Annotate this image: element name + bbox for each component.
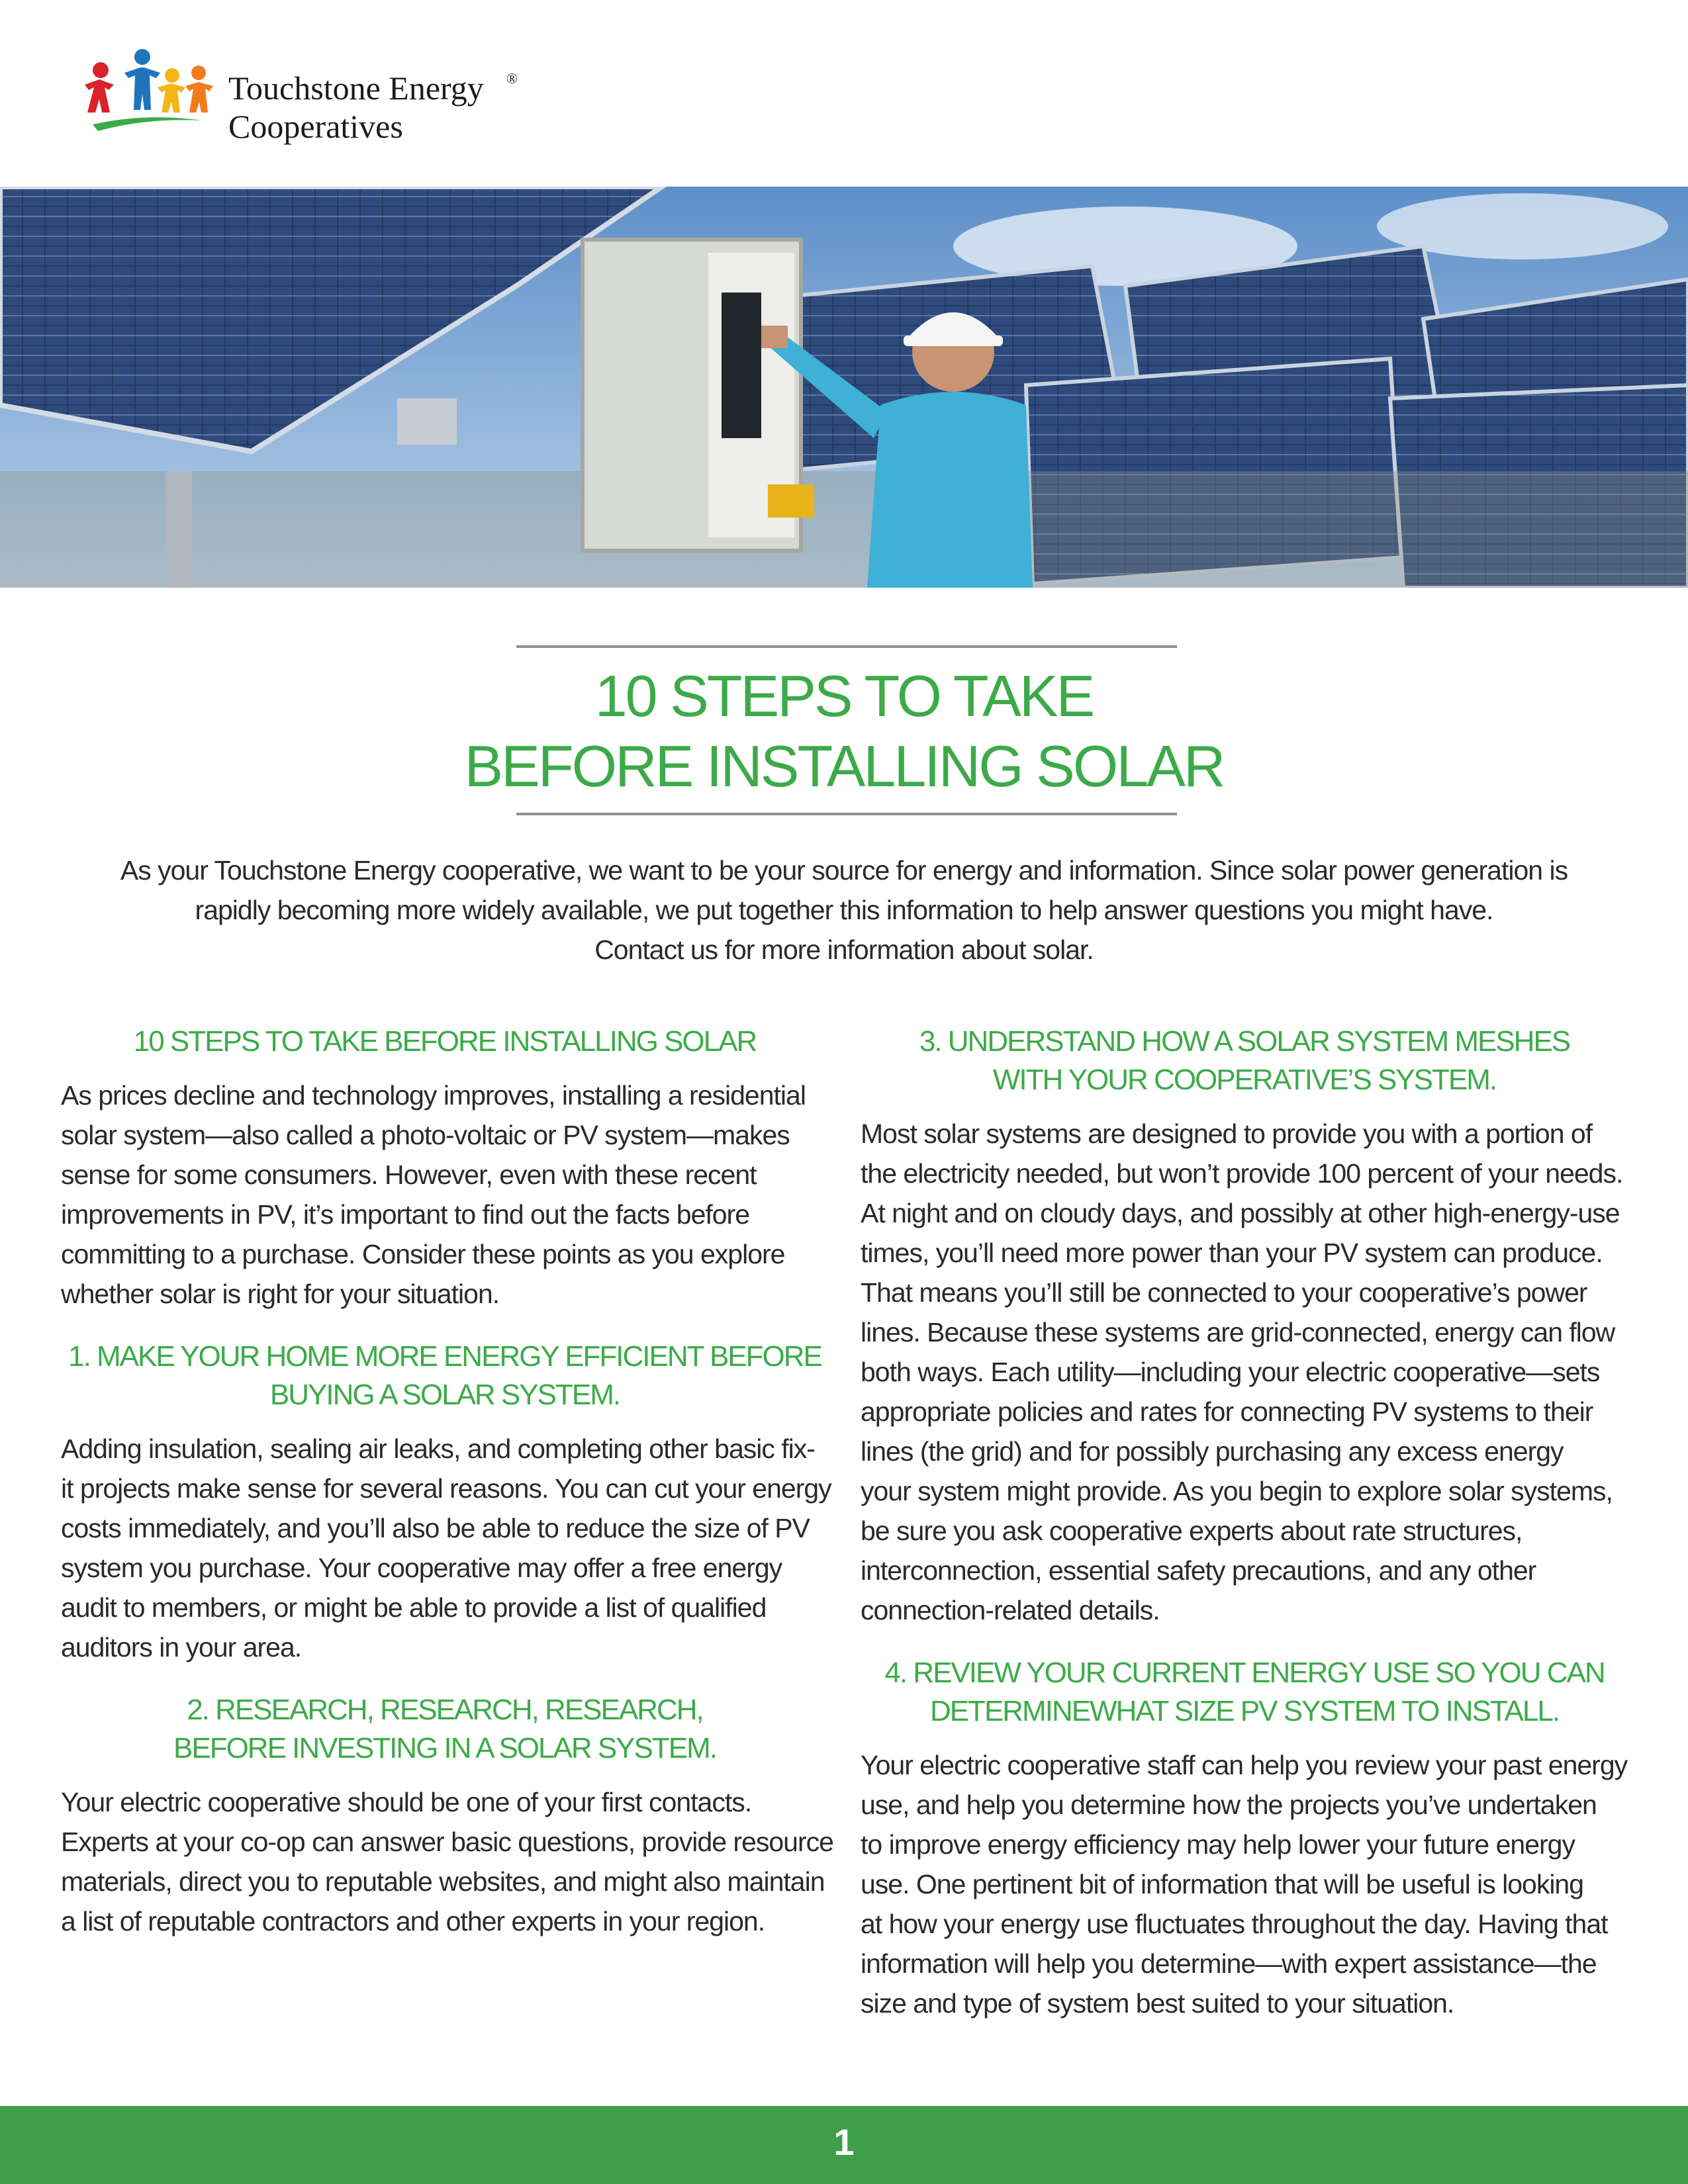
text-line: size and type of system best suited to your situation. [861,1988,1454,2019]
text-line: information will help you determine—with expert assistance—the [861,1948,1597,1979]
brand-name-line1: Touchstone Energy [228,69,484,107]
overview-paragraph [61,1075,829,1314]
text-line: connection-related details. [861,1595,1160,1625]
step2-heading-line1: 2. RESEARCH, RESEARCH, RESEARCH, [187,1694,703,1726]
page-title-line1: 10 STEPS TO TAKE [594,663,1094,729]
text-line: Most solar systems are designed to provide you with a portion of [861,1118,1593,1149]
text-line: That means you’ll still be connected to your cooperative’s power [861,1277,1587,1308]
overview-heading-text: 10 STEPS TO TAKE BEFORE INSTALLING SOLAR [133,1025,757,1058]
text-line: at how your energy use fluctuates throughout the day. Having that [861,1909,1608,1939]
text-line: appropriate policies and rates for connecting PV systems to their [861,1396,1593,1427]
text-line: solar system—also called a photo-voltaic or PV system—makes [61,1120,790,1150]
text-line: audit to members, or might be able to provide a list of qualified [61,1592,767,1623]
text-line: use, and help you determine how the projects you’ve undertaken [861,1790,1597,1820]
intro-paragraph [93,850,1595,970]
text-line: Adding insulation, sealing air leaks, and completing other basic fix- [61,1433,815,1464]
page-footer [0,2106,1688,2184]
text-line: improvements in PV, it’s important to find out the facts before [61,1199,750,1230]
text-line: materials, direct you to reputable websites, and might also maintain [61,1866,825,1897]
intro-line: Contact us for more information about solar. [594,934,1094,965]
text-line: interconnection, essential safety precautions, and any other [861,1555,1536,1586]
text-line: be sure you ask cooperative experts about rate structures, [861,1516,1523,1546]
text-line: Experts at your co-op can answer basic questions, provide resource [61,1827,833,1857]
text-line: Your electric cooperative should be one of your first contacts. [61,1787,752,1817]
text-line: both ways. Each utility—including your electric cooperative—sets [861,1357,1600,1387]
step2-paragraph [61,1782,833,1941]
step4-heading-line2: DETERMINEWHAT SIZE PV SYSTEM TO INSTALL. [929,1695,1560,1727]
step2-heading [61,1691,829,1768]
brand-logo [79,46,556,146]
registered-mark: ® [506,70,518,87]
page-number: 1 [833,2121,855,2163]
text-line: committing to a purchase. Consider these points as you explore [61,1239,785,1269]
step1-paragraph [61,1429,829,1667]
step1-heading-line2: BUYING A SOLAR SYSTEM. [269,1379,620,1411]
text-line: system you purchase. Your cooperative may offer a free energy [61,1553,782,1583]
step3-heading-line1: 3. UNDERSTAND HOW A SOLAR SYSTEM MESHES [919,1025,1570,1058]
text-line: it projects make sense for several reasons. You can cut your energy [61,1473,831,1504]
right-column [861,1023,1628,2047]
step4-heading [861,1654,1628,1731]
text-line: As prices decline and technology improves, installing a residential [61,1080,806,1111]
step3-heading [861,1023,1628,1099]
text-line: times, you’ll need more power than your PV system can produce. [861,1238,1603,1268]
text-line: the electricity needed, but won’t provide 100 percent of your needs. [861,1158,1623,1189]
title-bottom-rule [516,813,1177,815]
text-line: Your electric cooperative staff can help you review your past energy [861,1750,1628,1780]
hero-photo [0,187,1688,588]
text-line: auditors in your area. [61,1632,302,1662]
step3-paragraph [861,1114,1628,1630]
text-line: costs immediately, and you’ll also be able to reduce the size of PV [61,1513,810,1543]
text-line: use. One pertinent bit of information that will be useful is looking [861,1869,1584,1899]
title-top-rule [516,645,1177,648]
text-line: to improve energy efficiency may help lower your future energy [861,1829,1575,1860]
text-line: your system might provide. As you begin to explore solar systems, [861,1476,1613,1506]
step3-heading-line2: WITH YOUR COOPERATIVE’S SYSTEM. [992,1064,1497,1096]
step1-heading [61,1338,829,1414]
left-column [61,1023,833,1965]
step2-heading-line2: BEFORE INVESTING IN A SOLAR SYSTEM. [173,1732,716,1764]
text-line: a list of reputable contractors and other experts in your region. [61,1906,765,1936]
intro-line: rapidly becoming more widely available, we put together this information to help answer questions you might have. [195,895,1493,925]
touchstone-people-icon [79,46,218,146]
solar-technician-photo [0,187,1688,588]
overview-heading [61,1023,829,1061]
step4-heading-line1: 4. REVIEW YOUR CURRENT ENERGY USE SO YOU CAN [884,1657,1605,1689]
text-line: whether solar is right for your situation. [61,1279,500,1309]
intro-line: As your Touchstone Energy cooperative, we want to be your source for energy and information. Since solar power generation is [120,855,1568,886]
brand-name-line2: Cooperatives [228,108,403,145]
text-line: At night and on cloudy days, and possibly at other high-energy-use [861,1198,1620,1228]
step4-paragraph [861,1745,1628,2023]
text-line: sense for some consumers. However, even with these recent [61,1160,757,1190]
text-line: lines. Because these systems are grid-connected, energy can flow [861,1317,1615,1347]
text-line: lines (the grid) and for possibly purchasing any excess energy [861,1436,1564,1467]
step1-heading-line1: 1. MAKE YOUR HOME MORE ENERGY EFFICIENT BEFORE [68,1340,821,1373]
page-title-line2: BEFORE INSTALLING SOLAR [464,733,1224,799]
